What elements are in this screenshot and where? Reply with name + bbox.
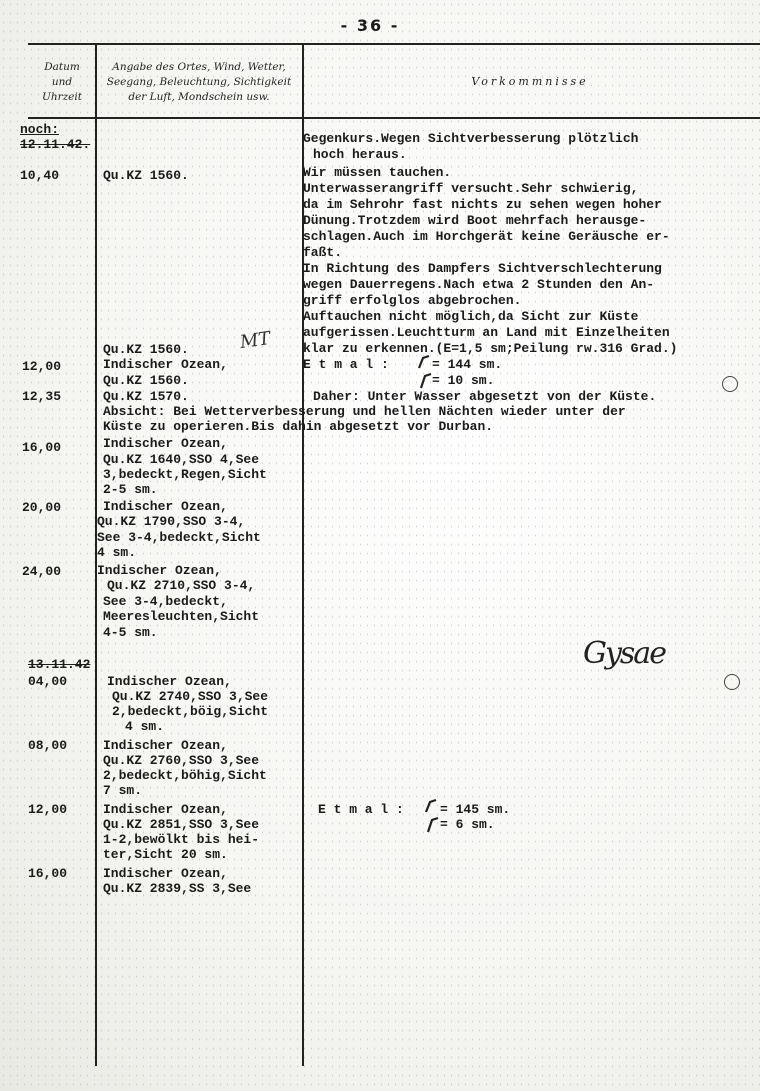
intention-line: Küste zu operieren.Bis dahin abgesetzt vor Durban.	[103, 419, 494, 434]
date-13-11-42: 13.11.42	[28, 657, 91, 672]
time-entry: 16,00	[22, 440, 62, 455]
header-events: Vorkommnisse	[471, 75, 589, 88]
etmal-label: E t m a l :	[318, 802, 404, 817]
event-line: Dünung.Trotzdem wird Boot mehrfach herausge-	[303, 213, 647, 228]
location-line: Qu.KZ 2710,SSO 3-4,	[107, 578, 256, 593]
event-line: In Richtung des Dampfers Sichtverschlechterung	[303, 261, 662, 276]
etmal-surface: = 144 sm.	[432, 357, 503, 372]
page-number: - 36 -	[340, 16, 400, 35]
etmal-surface: = 145 sm.	[440, 802, 511, 817]
event-line: aufgerissen.Leuchtturm an Land mit Einzelheiten	[303, 325, 670, 340]
location-line: Indischer Ozean,	[107, 674, 232, 689]
location-line: Qu.KZ 1790,SSO 3-4,	[97, 514, 246, 529]
overwater-check-icon	[424, 798, 440, 834]
event-line: Unterwasserangriff versucht.Sehr schwierig,	[303, 181, 639, 196]
location-line: 1-2,bewölkt bis hei-	[103, 832, 260, 847]
event-line: da im Sehrohr fast nichts zu sehen wegen hoher	[303, 197, 662, 212]
location-line: See 3-4,bedeckt,Sicht	[97, 530, 261, 545]
event-line: Gegenkurs.Wegen Sichtverbesserung plötzlich	[303, 131, 639, 146]
time-entry: 12,00	[22, 359, 62, 374]
location-line: ter,Sicht 20 sm.	[103, 847, 228, 862]
location-line: Meeresleuchten,Sicht	[103, 609, 260, 624]
location-line: 2,bedeckt,böig,Sicht	[112, 704, 269, 719]
event-line: Daher: Unter Wasser abgesetzt von der Küste.	[313, 389, 657, 404]
location-line: Indischer Ozean,	[103, 738, 228, 753]
location-line: Indischer Ozean,	[103, 499, 228, 514]
header-top-rule	[28, 43, 760, 45]
time-entry: 04,00	[28, 674, 68, 689]
time-entry: 24,00	[22, 564, 62, 579]
location-line: Indischer Ozean,	[97, 563, 222, 578]
time-entry: 10,40	[20, 168, 60, 183]
event-line: klar zu erkennen.(E=1,5 sm;Peilung rw.316 Grad.)	[303, 341, 678, 356]
etmal-submerged: = 6 sm.	[440, 817, 495, 832]
header-date-time: Datum und Uhrzeit	[42, 61, 82, 103]
etmal-submerged: = 10 sm.	[432, 373, 495, 388]
location-line: Qu.KZ 1560.	[103, 342, 189, 357]
location-line: Indischer Ozean,	[103, 357, 228, 372]
time-entry: 12,00	[28, 802, 68, 817]
overwater-check-icon	[417, 354, 433, 390]
time-entry: 12,35	[22, 389, 62, 404]
location-line: 2,bedeckt,böhig,Sicht	[103, 768, 267, 783]
time-entry: 20,00	[22, 500, 62, 515]
circle-mark-icon	[724, 674, 740, 690]
location-line: Indischer Ozean,	[103, 436, 228, 451]
location-line: Qu.KZ 2839,SS 3,See	[103, 881, 252, 896]
event-line: Auftauchen nicht möglich,da Sicht zur Küste	[303, 309, 639, 324]
event-line: schlagen.Auch im Horchgerät keine Geräusche er-	[303, 229, 670, 244]
location-line: Indischer Ozean,	[103, 866, 228, 881]
location-line: 4 sm.	[97, 545, 137, 560]
event-line: wegen Dauerregens.Nach etwa 2 Stunden den An-	[303, 277, 655, 292]
event-line: Wir müssen tauchen.	[303, 165, 452, 180]
etmal-label: E t m a l :	[303, 357, 389, 372]
time-entry: 16,00	[28, 866, 68, 881]
intention-line: Absicht: Bei Wetterverbesserung und hellen Nächten wieder unter der	[103, 404, 626, 419]
event-line: hoch heraus.	[313, 147, 407, 162]
location-line: Qu.KZ 2760,SSO 3,See	[103, 753, 260, 768]
location-line: Qu.KZ 2740,SSO 3,See	[112, 689, 269, 704]
location-line: 2-5 sm.	[103, 482, 158, 497]
location-line: Qu.KZ 1560.	[103, 373, 189, 388]
location-line: 4-5 sm.	[103, 625, 158, 640]
location-line: 4 sm.	[125, 719, 165, 734]
location-line: See 3-4,bedeckt,	[103, 594, 228, 609]
event-line: faßt.	[303, 245, 343, 260]
location-line: Indischer Ozean,	[103, 802, 228, 817]
location-line: Qu.KZ 1570.	[103, 389, 189, 404]
time-entry: 08,00	[28, 738, 68, 753]
commander-signature: Gysae	[583, 636, 665, 671]
header-bottom-rule	[28, 117, 760, 119]
circle-mark-icon	[722, 376, 738, 392]
event-line: griff erfolglos abgebrochen.	[303, 293, 522, 308]
date-continued: noch:	[20, 122, 60, 137]
location-line: 7 sm.	[103, 783, 143, 798]
date-12-11-42: 12.11.42.	[20, 137, 91, 152]
location-line: Qu.KZ 1640,SSO 4,See	[103, 452, 260, 467]
location-line: Qu.KZ 1560.	[103, 168, 189, 183]
location-line: 3,bedeckt,Regen,Sicht	[103, 467, 267, 482]
header-location-weather: Angabe des Ortes, Wind, Wetter, Seegang, Beleuchtung, Sichtigkeit der Luft, Mondschein usw.	[106, 61, 292, 103]
initials-mark: MT	[238, 327, 272, 354]
location-line: Qu.KZ 2851,SSO 3,See	[103, 817, 260, 832]
